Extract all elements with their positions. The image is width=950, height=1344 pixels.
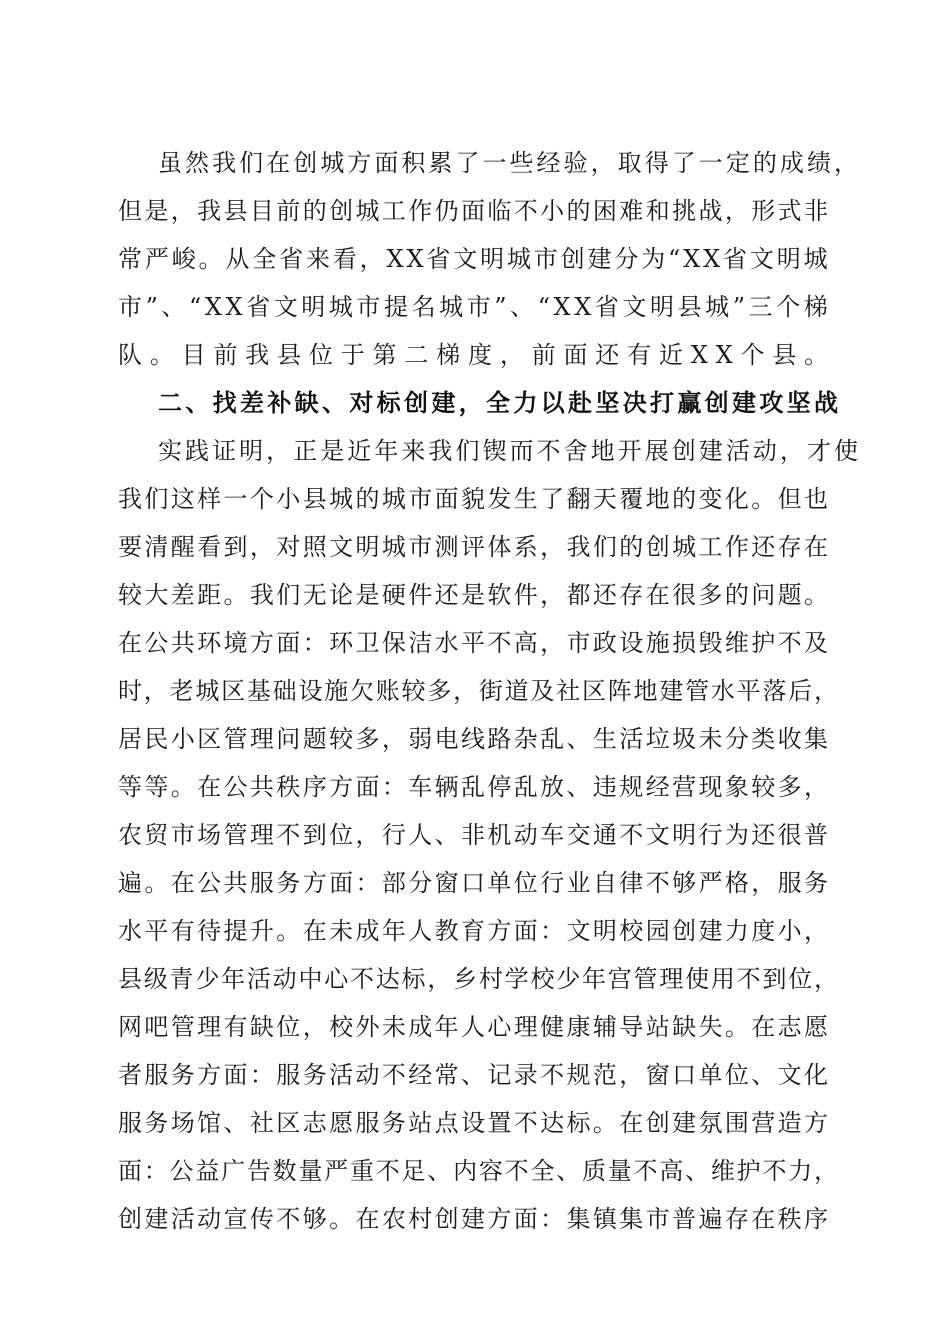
section-heading: 二、找差补缺、对标创建，全力以赴坚决打赢创建攻坚战 (158, 389, 842, 417)
text-line: 我们这样一个小县城的城市面貌发生了翻天覆地的变化。但也 (118, 485, 831, 513)
text-line: 要清醒看到，对照文明城市测评体系，我们的创城工作还存在 (118, 533, 831, 561)
text-line: 实践证明，正是近年来我们锲而不舍地开展创建活动，才使 (158, 437, 862, 465)
text-line: 时，老城区基础设施欠账较多，街道及社区阵地建管水平落后， (118, 677, 840, 705)
text-line: 等等。在公共秩序方面：车辆乱停乱放、违规经营现象较多， (118, 773, 831, 801)
text-line: 较大差距。我们无论是硬件还是软件，都还存在很多的问题。 (118, 581, 831, 609)
text-line: 者服务方面：服务活动不经常、记录不规范，窗口单位、文化 (118, 1061, 831, 1089)
text-line: 网吧管理有缺位，校外未成年人心理健康辅导站缺失。在志愿 (118, 1013, 831, 1041)
text-line: 遍。在公共服务方面：部分窗口单位行业自律不够严格，服务 (118, 869, 831, 897)
text-line: 水平有待提升。在未成年人教育方面：文明校园创建力度小， (118, 917, 831, 945)
text-line: 队。目前我县位于第二梯度，前面还有近XX个县。 (118, 341, 836, 369)
text-line: 虽然我们在创城方面积累了一些经验，取得了一定的成绩， (158, 149, 862, 177)
text-line: 县级青少年活动中心不达标，乡村学校少年宫管理使用不到位， (118, 965, 840, 993)
text-line: 农贸市场管理不到位，行人、非机动车交通不文明行为还很普 (118, 821, 831, 849)
text-line: 居民小区管理问题较多，弱电线路杂乱、生活垃圾未分类收集 (118, 725, 831, 753)
text-line: 面：公益广告数量严重不足、内容不全、质量不高、维护不力， (118, 1157, 840, 1185)
text-line: 市”、“XX省文明城市提名城市”、“XX省文明县城”三个梯 (118, 293, 832, 321)
text-line: 创建活动宣传不够。在农村创建方面：集镇集市普遍存在秩序 (118, 1205, 831, 1233)
text-line: 但是，我县目前的创城工作仍面临不小的困难和挑战，形式非 (118, 197, 831, 225)
text-line: 在公共环境方面：环卫保洁水平不高，市政设施损毁维护不及 (118, 629, 831, 657)
text-line: 常严峻。从全省来看，XX省文明城市创建分为“XX省文明城 (118, 245, 831, 273)
text-line: 服务场馆、社区志愿服务站点设置不达标。在创建氛围营造方 (118, 1109, 831, 1137)
